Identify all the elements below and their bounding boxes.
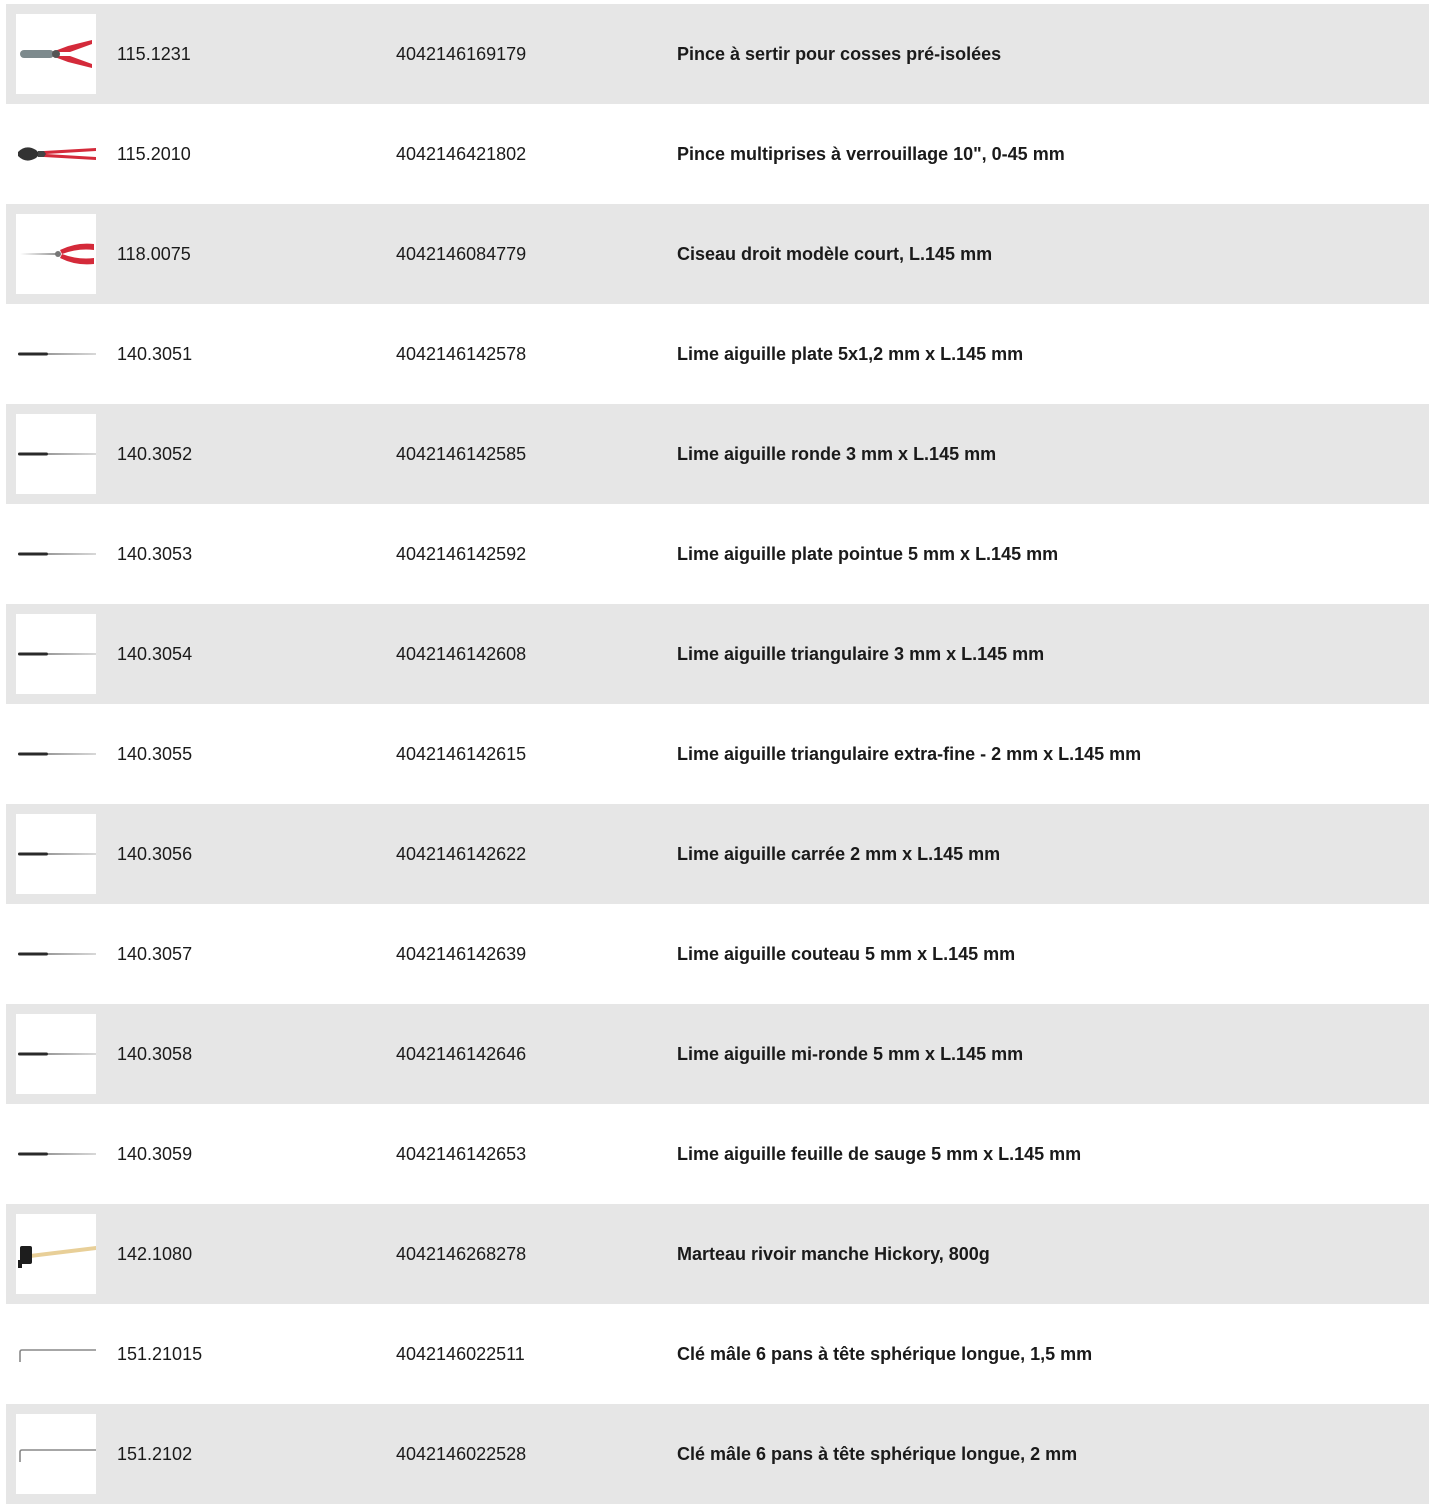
table-row xyxy=(6,504,1429,604)
product-ean: 4042146142578 xyxy=(396,343,527,364)
product-ean: 4042146084779 xyxy=(396,243,527,264)
product-description: Clé mâle 6 pans à tête sphérique longue, 2 mm xyxy=(677,1443,1078,1464)
product-ean: 4042146142622 xyxy=(396,843,527,864)
needle-file-icon xyxy=(16,1014,96,1094)
product-reference: 140.3056 xyxy=(117,843,193,864)
product-description: Clé mâle 6 pans à tête sphérique longue, 1,5 mm xyxy=(677,1343,1093,1364)
needle-file-icon xyxy=(16,914,96,994)
table-row xyxy=(6,104,1429,204)
table-row xyxy=(6,204,1429,304)
table-row xyxy=(6,604,1429,704)
product-reference: 118.0075 xyxy=(117,243,191,264)
needle-file-icon xyxy=(16,614,96,694)
scissors-icon xyxy=(16,214,96,294)
table-row xyxy=(6,1404,1429,1504)
product-ean: 4042146268278 xyxy=(396,1243,527,1264)
hex-key-icon xyxy=(16,1414,96,1494)
table-row xyxy=(6,4,1429,104)
product-ean: 4042146022511 xyxy=(396,1343,525,1364)
product-reference: 140.3058 xyxy=(117,1043,193,1064)
table-row xyxy=(6,304,1429,404)
product-description: Lime aiguille plate 5x1,2 mm x L.145 mm xyxy=(677,343,1024,364)
product-ean: 4042146142646 xyxy=(396,1043,527,1064)
product-ean: 4042146142608 xyxy=(396,643,527,664)
product-ean: 4042146421802 xyxy=(396,143,527,164)
product-reference: 151.21015 xyxy=(117,1343,203,1364)
product-ean: 4042146142639 xyxy=(396,943,527,964)
product-description: Ciseau droit modèle court, L.145 mm xyxy=(677,243,993,264)
needle-file-icon xyxy=(16,414,96,494)
product-description: Lime aiguille carrée 2 mm x L.145 mm xyxy=(677,843,1001,864)
table-row xyxy=(6,804,1429,904)
product-reference: 140.3057 xyxy=(117,943,193,964)
product-description: Lime aiguille couteau 5 mm x L.145 mm xyxy=(677,943,1016,964)
product-ean: 4042146142615 xyxy=(396,743,527,764)
product-ean: 4042146142585 xyxy=(396,443,527,464)
product-reference: 151.2102 xyxy=(117,1443,193,1464)
needle-file-icon xyxy=(16,814,96,894)
table-row xyxy=(6,1104,1429,1204)
product-reference: 140.3055 xyxy=(117,743,193,764)
table-row xyxy=(6,1004,1429,1104)
product-table xyxy=(6,4,1429,1504)
product-reference: 140.3053 xyxy=(117,543,193,564)
table-row xyxy=(6,1204,1429,1304)
product-description: Pince multiprises à verrouillage 10", 0-45 mm xyxy=(677,143,1065,164)
product-reference: 115.2010 xyxy=(117,143,191,164)
product-ean: 4042146169179 xyxy=(396,43,527,64)
table-row xyxy=(6,1304,1429,1404)
needle-file-icon xyxy=(16,1114,96,1194)
product-reference: 140.3059 xyxy=(117,1143,193,1164)
product-description: Marteau rivoir manche Hickory, 800g xyxy=(677,1243,990,1264)
product-ean: 4042146142592 xyxy=(396,543,527,564)
product-description: Lime aiguille triangulaire 3 mm x L.145 mm xyxy=(677,643,1045,664)
product-description: Lime aiguille plate pointue 5 mm x L.145 mm xyxy=(677,543,1059,564)
product-reference: 142.1080 xyxy=(117,1243,193,1264)
needle-file-icon xyxy=(16,514,96,594)
product-description: Lime aiguille mi-ronde 5 mm x L.145 mm xyxy=(677,1043,1024,1064)
hammer-icon xyxy=(16,1214,96,1294)
water-pump-pliers-icon xyxy=(16,114,96,194)
hex-key-icon xyxy=(16,1314,96,1394)
product-description: Pince à sertir pour cosses pré-isolées xyxy=(677,43,1002,64)
table-row xyxy=(6,904,1429,1004)
product-reference: 140.3052 xyxy=(117,443,193,464)
needle-file-icon xyxy=(16,714,96,794)
product-ean: 4042146022528 xyxy=(396,1443,527,1464)
product-ean: 4042146142653 xyxy=(396,1143,527,1164)
product-description: Lime aiguille feuille de sauge 5 mm x L.145 mm xyxy=(677,1143,1082,1164)
needle-file-icon xyxy=(16,314,96,394)
product-reference: 140.3051 xyxy=(117,343,193,364)
crimping-pliers-icon xyxy=(16,14,96,94)
table-row xyxy=(6,704,1429,804)
product-reference: 140.3054 xyxy=(117,643,193,664)
table-row xyxy=(6,404,1429,504)
product-description: Lime aiguille triangulaire extra-fine - 2 mm x L.145 mm xyxy=(677,743,1142,764)
product-reference: 115.1231 xyxy=(117,43,191,64)
product-description: Lime aiguille ronde 3 mm x L.145 mm xyxy=(677,443,997,464)
